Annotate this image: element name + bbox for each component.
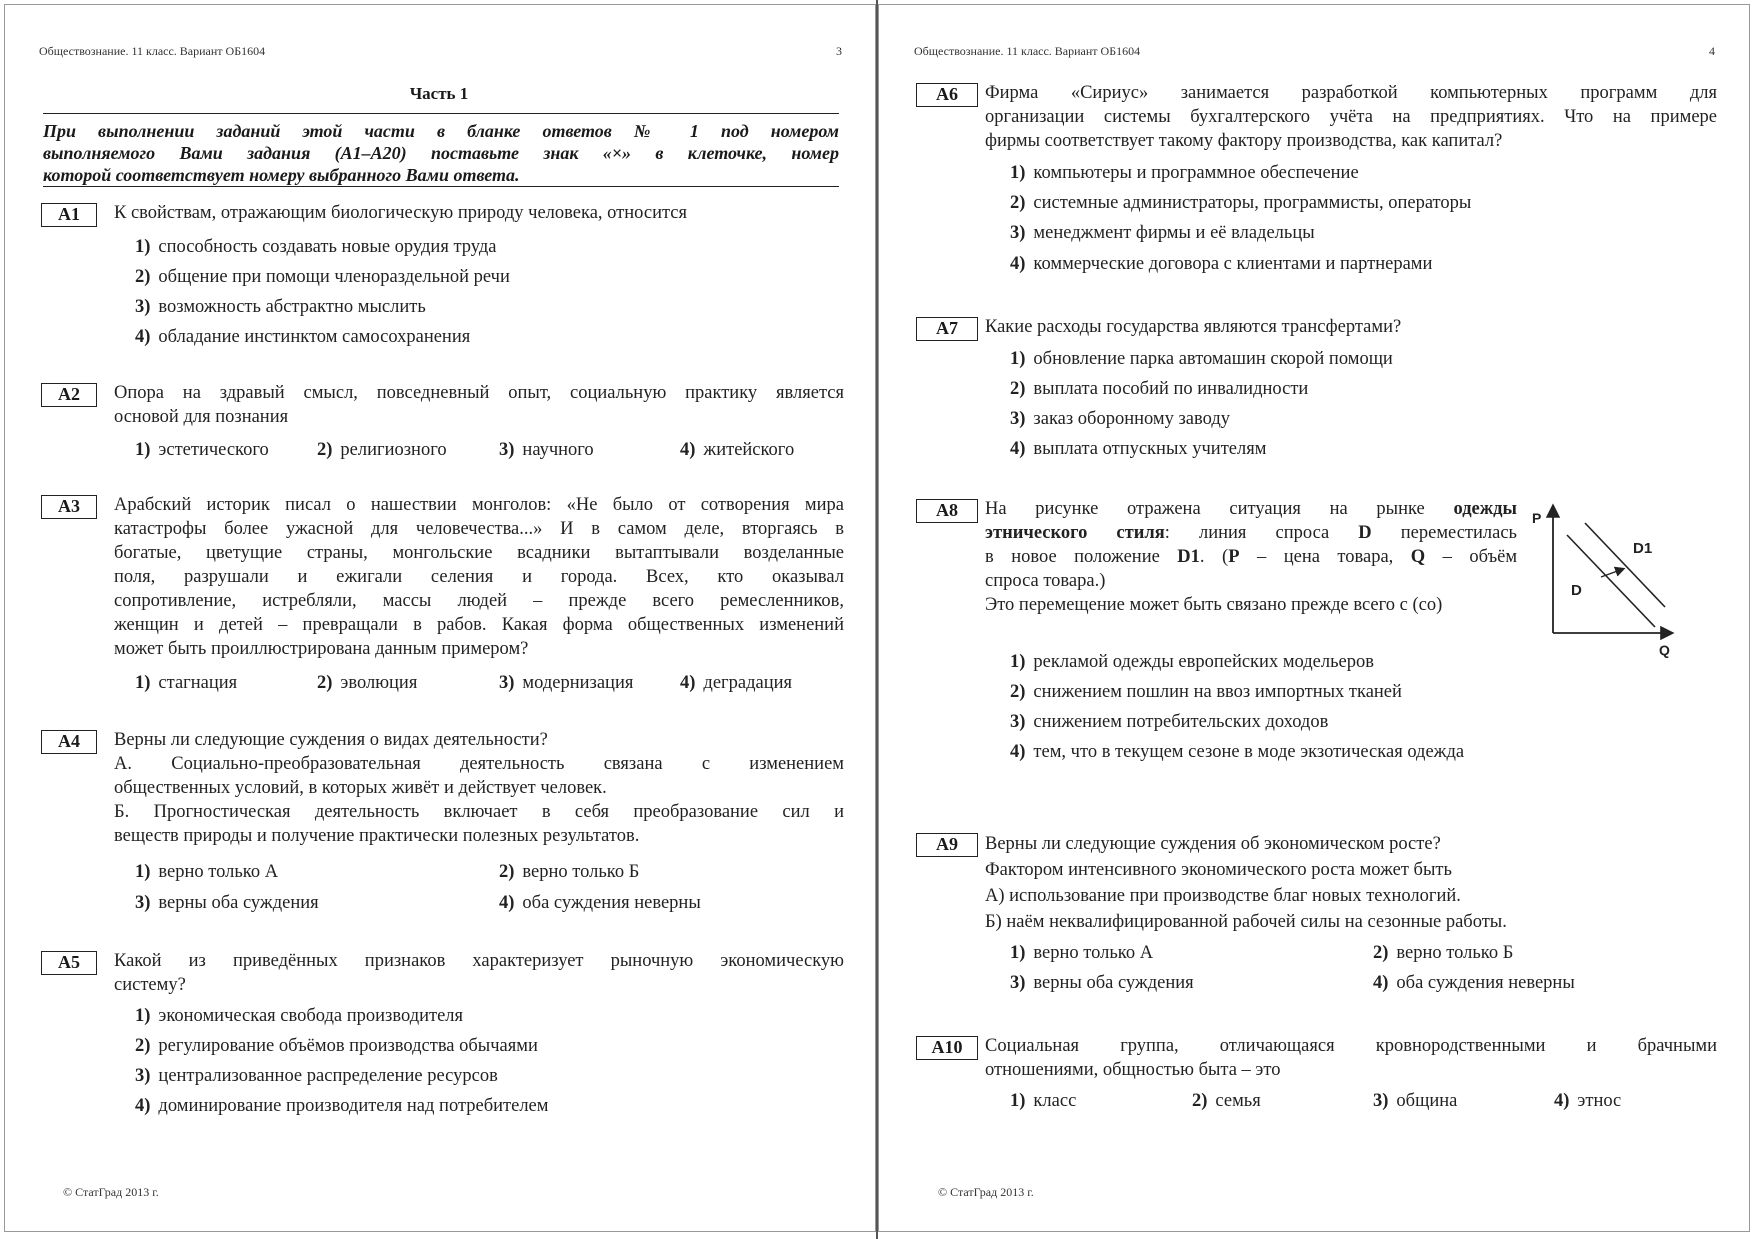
question-text bbox=[985, 831, 1717, 935]
page-4 bbox=[878, 4, 1750, 1232]
option-number: 4) bbox=[1010, 742, 1026, 762]
option-number: 3) bbox=[499, 673, 515, 693]
option-number: 2) bbox=[135, 267, 151, 287]
question-text bbox=[114, 493, 844, 661]
option-number: 1) bbox=[1010, 1091, 1026, 1111]
option-number: 1) bbox=[135, 237, 151, 257]
question-number-box: А5 bbox=[41, 951, 97, 975]
answer-option[interactable] bbox=[135, 295, 426, 319]
option-number: 3) bbox=[1010, 223, 1026, 243]
option-text: верны оба суждения bbox=[1033, 973, 1194, 993]
answer-option[interactable] bbox=[1373, 941, 1513, 965]
answer-option[interactable] bbox=[1010, 347, 1393, 371]
answer-option[interactable] bbox=[1373, 1089, 1457, 1113]
instruction-line: выполняемого Вами задания (А1–А20) поставьте знак «×» в клеточке, номер bbox=[43, 143, 839, 163]
axis-label-p: P bbox=[1532, 510, 1542, 526]
question-text-fragment: – цена товара, bbox=[1256, 547, 1394, 567]
question-text-line: А. Социально-преобразовательная деятельность связана с изменением bbox=[114, 754, 844, 774]
option-text: эстетического bbox=[158, 440, 269, 460]
option-text: эволюция bbox=[340, 673, 418, 693]
question-number-box: А10 bbox=[916, 1036, 978, 1060]
option-number: 2) bbox=[1010, 682, 1026, 702]
question-text-line: сопротивление, истребляли, массы людей – прежде всего ремесленников, bbox=[114, 591, 844, 611]
question-text-fragment: в новое положение bbox=[985, 547, 1160, 567]
instruction-line: При выполнении заданий этой части в бланке ответов № 1 под номером bbox=[43, 121, 839, 141]
question-text-bold: одежды bbox=[1453, 499, 1517, 519]
answer-option[interactable] bbox=[317, 671, 417, 695]
option-number: 1) bbox=[1010, 163, 1026, 183]
option-number: 2) bbox=[1010, 379, 1026, 399]
question-text-line: К свойствам, отражающим биологическую природу человека, относится bbox=[114, 203, 688, 223]
question-text-line: Б) наём неквалифицированной рабочей силы на сезонные работы. bbox=[985, 912, 1507, 932]
option-number: 1) bbox=[135, 1006, 151, 1026]
answer-option[interactable] bbox=[499, 671, 633, 695]
answer-option[interactable] bbox=[135, 1034, 538, 1058]
question-text-fragment: . ( bbox=[1199, 547, 1229, 567]
answer-option[interactable] bbox=[1010, 221, 1315, 245]
question-text-bold: D bbox=[1358, 523, 1372, 543]
option-number: 3) bbox=[135, 1066, 151, 1086]
answer-option[interactable] bbox=[1010, 710, 1328, 734]
option-text: класс bbox=[1033, 1091, 1077, 1111]
option-text: общение при помощи членораздельной речи bbox=[158, 267, 510, 287]
question-text-line: может быть проиллюстрирована данным примером? bbox=[114, 639, 529, 659]
answer-option[interactable] bbox=[1010, 971, 1194, 995]
answer-option[interactable] bbox=[1010, 1089, 1076, 1113]
option-text: системные администраторы, программисты, операторы bbox=[1033, 193, 1472, 213]
question-text-line: организации системы бухгалтерского учёта на предприятиях. Что на примере bbox=[985, 107, 1717, 127]
option-text: житейского bbox=[703, 440, 795, 460]
question-text-line: богатые, цветущие страны, монгольские всадники вытаптывали возделанные bbox=[114, 543, 844, 563]
option-text: выплата пособий по инвалидности bbox=[1033, 379, 1309, 399]
option-number: 1) bbox=[135, 440, 151, 460]
page-3 bbox=[4, 4, 876, 1232]
option-number: 3) bbox=[135, 297, 151, 317]
option-text: выплата отпускных учителям bbox=[1033, 439, 1267, 459]
question-text-line: Верны ли следующие суждения об экономическом росте? bbox=[985, 834, 1441, 854]
option-number: 1) bbox=[1010, 943, 1026, 963]
question-text-line: фирмы соответствует такому фактору производства, как капитал? bbox=[985, 131, 1503, 151]
option-number: 4) bbox=[499, 893, 515, 913]
answer-option[interactable] bbox=[1010, 941, 1153, 965]
option-text: оба суждения неверны bbox=[1396, 973, 1575, 993]
option-number: 4) bbox=[680, 673, 696, 693]
option-number: 1) bbox=[135, 862, 151, 882]
option-text: верно только Б bbox=[1396, 943, 1514, 963]
page-number: 3 bbox=[836, 44, 842, 58]
question-text-line: спроса товара.) bbox=[985, 571, 1106, 591]
option-text: регулирование объёмов производства обычаями bbox=[158, 1036, 538, 1056]
question-text-line: женщин и детей – превращали в рабов. Какая форма общественных изменений bbox=[114, 615, 844, 635]
question-text-line bbox=[985, 521, 1517, 545]
option-text: тем, что в текущем сезоне в моде экзотическая одежда bbox=[1033, 742, 1465, 762]
option-text: религиозного bbox=[340, 440, 447, 460]
question-text-bold: Q bbox=[1410, 547, 1426, 567]
question-text-line: систему? bbox=[114, 975, 186, 995]
axis-label-q: Q bbox=[1659, 642, 1670, 658]
option-number: 3) bbox=[1010, 712, 1026, 732]
answer-option[interactable] bbox=[135, 891, 319, 915]
question-text-line: Опора на здравый смысл, повседневный опыт, социальную практику является bbox=[114, 383, 844, 403]
option-number: 4) bbox=[1554, 1091, 1570, 1111]
question-number-box: А1 bbox=[41, 203, 97, 227]
answer-option[interactable] bbox=[1010, 161, 1359, 185]
option-number: 1) bbox=[1010, 349, 1026, 369]
question-text-line: Б. Прогностическая деятельность включает в себя преобразование сил и bbox=[114, 802, 844, 822]
question-text-line: Это перемещение может быть связано прежде всего с (со) bbox=[985, 595, 1443, 615]
option-text: заказ оборонному заводу bbox=[1033, 409, 1230, 429]
footer-copyright: © СтатГрад 2013 г. bbox=[938, 1185, 1034, 1199]
answer-option[interactable] bbox=[135, 1064, 498, 1088]
option-text: стагнация bbox=[158, 673, 238, 693]
option-number: 3) bbox=[1373, 1091, 1389, 1111]
option-number: 2) bbox=[1373, 943, 1389, 963]
option-number: 2) bbox=[1010, 193, 1026, 213]
answer-option[interactable] bbox=[135, 235, 496, 259]
page-number: 4 bbox=[1709, 44, 1715, 58]
option-text: научного bbox=[522, 440, 594, 460]
option-number: 4) bbox=[1373, 973, 1389, 993]
option-text: коммерческие договора с клиентами и партнерами bbox=[1033, 254, 1433, 274]
answer-option[interactable] bbox=[1010, 377, 1308, 401]
question-text-line: А) использование при производстве благ новых технологий. bbox=[985, 886, 1461, 906]
answer-option[interactable] bbox=[135, 325, 470, 349]
option-number: 4) bbox=[135, 327, 151, 347]
option-text: верны оба суждения bbox=[158, 893, 319, 913]
answer-option[interactable] bbox=[1010, 650, 1374, 674]
question-number-box: А7 bbox=[916, 317, 978, 341]
question-text-fragment: – объём bbox=[1442, 547, 1518, 567]
option-text: этнос bbox=[1577, 1091, 1622, 1111]
option-text: экономическая свобода производителя bbox=[158, 1006, 464, 1026]
question-text-fragment: : линия спроса bbox=[1164, 523, 1330, 543]
option-number: 4) bbox=[1010, 254, 1026, 274]
question-number-box: А3 bbox=[41, 495, 97, 519]
part-title: Часть 1 bbox=[409, 84, 469, 103]
answer-option[interactable] bbox=[1010, 252, 1432, 276]
question-text-line: Какие расходы государства являются трансфертами? bbox=[985, 317, 1402, 337]
answer-option[interactable] bbox=[135, 860, 278, 884]
option-text: обновление парка автомашин скорой помощи bbox=[1033, 349, 1393, 369]
question-text-fragment: На рисунке отражена ситуация на рынке bbox=[985, 499, 1425, 519]
option-text: модернизация bbox=[522, 673, 634, 693]
question-text bbox=[985, 81, 1717, 153]
option-text: компьютеры и программное обеспечение bbox=[1033, 163, 1359, 183]
question-text-fragment: переместилась bbox=[1400, 523, 1517, 543]
instruction-rule-top bbox=[43, 113, 839, 114]
option-number: 2) bbox=[499, 862, 515, 882]
option-number: 2) bbox=[135, 1036, 151, 1056]
option-number: 3) bbox=[135, 893, 151, 913]
option-number: 4) bbox=[1010, 439, 1026, 459]
option-text: возможность абстрактно мыслить bbox=[158, 297, 426, 317]
question-number-box: А8 bbox=[916, 499, 978, 523]
option-number: 3) bbox=[499, 440, 515, 460]
question-text-line: веществ природы и получение практически полезных результатов. bbox=[114, 826, 640, 846]
question-text-bold: этнического стиля bbox=[985, 523, 1165, 543]
question-text-line: Какой из приведённых признаков характеризует рыночную экономическую bbox=[114, 951, 844, 971]
question-text-line bbox=[985, 545, 1517, 569]
option-text: верно только А bbox=[158, 862, 279, 882]
option-number: 4) bbox=[680, 440, 696, 460]
instruction bbox=[43, 120, 839, 186]
option-text: община bbox=[1396, 1091, 1458, 1111]
question-text-bold: D1 bbox=[1177, 547, 1200, 567]
question-text-line bbox=[985, 497, 1517, 521]
question-text bbox=[114, 381, 844, 429]
answer-option[interactable] bbox=[680, 438, 794, 462]
answer-option[interactable] bbox=[1554, 1089, 1621, 1113]
answer-option[interactable] bbox=[1010, 680, 1402, 704]
question-text bbox=[114, 728, 844, 848]
question-text-line: Фактором интенсивного экономического роста может быть bbox=[985, 860, 1452, 880]
question-number-box: А2 bbox=[41, 383, 97, 407]
option-text: рекламой одежды европейских модельеров bbox=[1033, 652, 1374, 672]
answer-option[interactable] bbox=[499, 891, 701, 915]
option-text: снижением пошлин на ввоз импортных тканей bbox=[1033, 682, 1402, 702]
answer-option[interactable] bbox=[135, 671, 237, 695]
option-text: менеджмент фирмы и её владельцы bbox=[1033, 223, 1315, 243]
question-text-line: отношениями, общностью быта – это bbox=[985, 1060, 1281, 1080]
answer-option[interactable] bbox=[1373, 971, 1575, 995]
option-text: деградация bbox=[703, 673, 793, 693]
question-text-line: Верны ли следующие суждения о видах деятельности? bbox=[114, 730, 548, 750]
demand-shift-diagram bbox=[1529, 495, 1689, 665]
footer-copyright: © СтатГрад 2013 г. bbox=[63, 1185, 159, 1199]
question-text-line: катастрофы более ужасной для человечества...» И в самом деле, вторгаясь в bbox=[114, 519, 844, 539]
option-number: 2) bbox=[317, 673, 333, 693]
question-text bbox=[985, 497, 1517, 617]
answer-option[interactable] bbox=[135, 265, 510, 289]
question-number-box: А9 bbox=[916, 833, 978, 857]
header-subject: Обществознание. 11 класс. Вариант ОБ1604 bbox=[914, 44, 1141, 58]
option-number: 1) bbox=[135, 673, 151, 693]
answer-option[interactable] bbox=[135, 1004, 463, 1028]
curve-label-d: D bbox=[1571, 582, 1582, 599]
question-text-line: Фирма «Сириус» занимается разработкой компьютерных программ для bbox=[985, 83, 1717, 103]
answer-option[interactable] bbox=[680, 671, 792, 695]
answer-option[interactable] bbox=[135, 1094, 548, 1118]
option-text: обладание инстинктом самосохранения bbox=[158, 327, 471, 347]
demand-curve-d1 bbox=[1585, 523, 1665, 607]
option-text: семья bbox=[1215, 1091, 1261, 1111]
question-text-line: основой для познания bbox=[114, 407, 289, 427]
question-text-line: поля, разрушали и ежигали селения и города. Всех, кто оказывал bbox=[114, 567, 844, 587]
option-number: 2) bbox=[1192, 1091, 1208, 1111]
option-number: 3) bbox=[1010, 409, 1026, 429]
question-text bbox=[114, 949, 844, 997]
answer-option[interactable] bbox=[317, 438, 447, 462]
option-text: снижением потребительских доходов bbox=[1033, 712, 1329, 732]
option-text: оба суждения неверны bbox=[522, 893, 701, 913]
instruction-rule-bottom bbox=[43, 186, 839, 187]
option-number: 1) bbox=[1010, 652, 1026, 672]
answer-option[interactable] bbox=[135, 438, 269, 462]
question-text-line: Арабский историк писал о нашествии монголов: «Не было от сотворения мира bbox=[114, 495, 844, 515]
answer-option[interactable] bbox=[1010, 191, 1471, 215]
answer-option[interactable] bbox=[1192, 1089, 1261, 1113]
curve-label-d1: D1 bbox=[1633, 540, 1653, 557]
answer-option[interactable] bbox=[499, 860, 639, 884]
answer-option[interactable] bbox=[1010, 740, 1464, 764]
question-text-line: общественных условий, в которых живёт и действует человек. bbox=[114, 778, 607, 798]
question-text-line: Социальная группа, отличающаяся кровнородственными и брачными bbox=[985, 1036, 1717, 1056]
option-text: доминирование производителя над потребителем bbox=[158, 1096, 549, 1116]
question-text bbox=[985, 1034, 1717, 1082]
answer-option[interactable] bbox=[499, 438, 594, 462]
answer-option[interactable] bbox=[1010, 407, 1230, 431]
question-number-box: А4 bbox=[41, 730, 97, 754]
option-text: централизованное распределение ресурсов bbox=[158, 1066, 498, 1086]
instruction-line: которой соответствует номеру выбранного Вами ответа. bbox=[43, 165, 520, 185]
option-text: способность создавать новые орудия труда bbox=[158, 237, 497, 257]
option-number: 3) bbox=[1010, 973, 1026, 993]
header-subject: Обществознание. 11 класс. Вариант ОБ1604 bbox=[39, 44, 266, 58]
question-text bbox=[114, 201, 844, 225]
question-text bbox=[985, 315, 1717, 339]
option-text: верно только Б bbox=[522, 862, 640, 882]
answer-option[interactable] bbox=[1010, 437, 1266, 461]
option-number: 2) bbox=[317, 440, 333, 460]
question-text-bold: P bbox=[1228, 547, 1240, 567]
option-number: 4) bbox=[135, 1096, 151, 1116]
question-number-box: А6 bbox=[916, 83, 978, 107]
option-text: верно только А bbox=[1033, 943, 1154, 963]
